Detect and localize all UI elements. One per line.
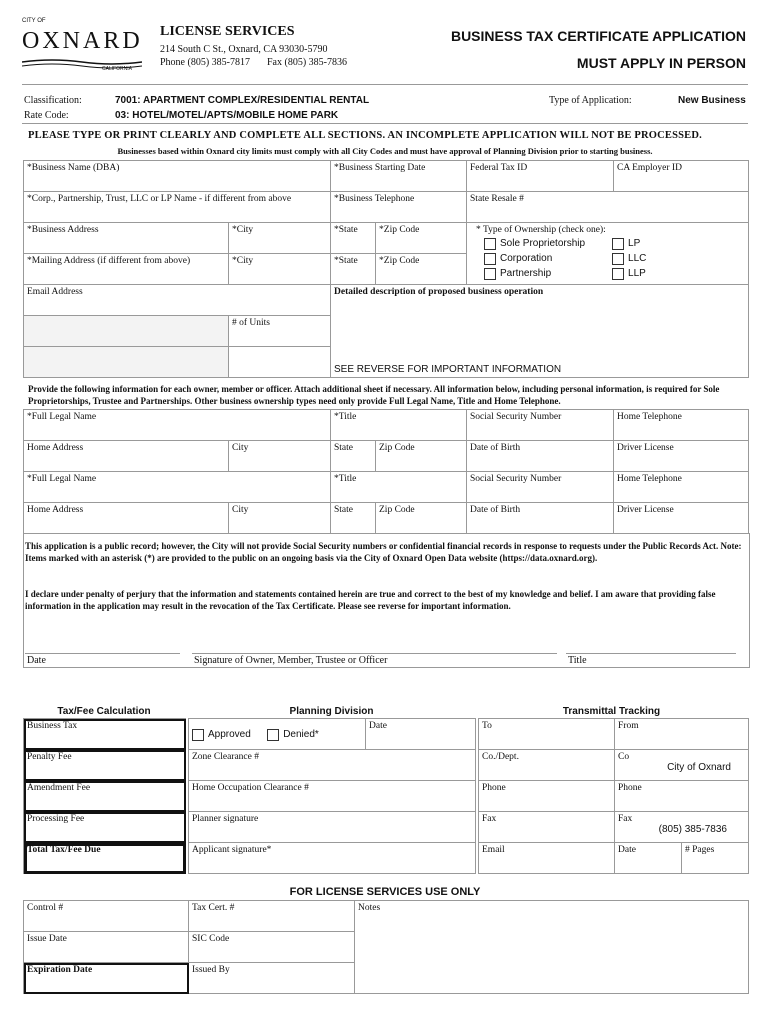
business-info-table [23, 160, 749, 378]
ownership-llc-option[interactable] [612, 251, 646, 266]
zone-clearance-label: Zone Clearance # [192, 752, 259, 762]
business-city-field[interactable] [229, 223, 331, 254]
denied-option[interactable] [267, 727, 319, 742]
tax-cert-label: Tax Cert. # [192, 903, 235, 913]
owner2-title-label: *Title [334, 474, 357, 484]
business-city-label: *City [232, 225, 254, 235]
transmittal-header: Transmittal Tracking [562, 706, 661, 717]
owner1-title-label: *Title [334, 412, 357, 422]
sole-checkbox[interactable] [484, 238, 496, 250]
ownership-lp-option[interactable] [612, 236, 646, 251]
owner1-license-label: Driver License [617, 443, 674, 453]
codept-field[interactable] [479, 750, 615, 781]
ownership-corp-option[interactable] [484, 251, 612, 266]
total-due-label: Total Tax/Fee Due [27, 845, 101, 855]
fax-to-label: Fax [482, 814, 497, 824]
application-type-value: New Business [678, 95, 746, 106]
approved-checkbox[interactable] [192, 729, 204, 741]
ownership-llp-option[interactable] [612, 266, 646, 281]
to-field[interactable] [479, 719, 615, 750]
home-occupation-field[interactable] [189, 781, 476, 812]
state-resale-field[interactable] [467, 192, 749, 223]
business-tax-field[interactable] [24, 719, 186, 750]
signature-date-label: Date [27, 655, 46, 666]
owner1-ssn-field[interactable] [467, 410, 614, 441]
owner1-phone-label: Home Telephone [617, 412, 682, 422]
co-label: Co [618, 752, 630, 762]
amendment-fee-field[interactable] [24, 781, 186, 812]
title-signature-line[interactable] [566, 653, 736, 654]
email-extra-field[interactable] [24, 316, 229, 347]
header-address: 214 South C St., Oxnard, CA 93030-5790 [160, 44, 328, 55]
penalty-fee-label: Penalty Fee [27, 752, 72, 762]
owner1-dob-label: Date of Birth [470, 443, 521, 453]
owner2-city-label: City [232, 505, 249, 515]
phone-from-label: Phone [618, 783, 642, 793]
sic-code-field[interactable] [189, 932, 355, 963]
ownership-partnership-option[interactable] [484, 266, 612, 281]
fax-to-field[interactable] [479, 812, 615, 843]
approved-option[interactable] [192, 727, 251, 742]
tracking-date-field[interactable] [615, 843, 682, 874]
processing-fee-label: Processing Fee [27, 814, 85, 824]
mailing-city-field[interactable] [229, 254, 331, 285]
ca-employer-label: CA Employer ID [617, 163, 682, 173]
owner1-name-field[interactable] [24, 410, 331, 441]
issued-by-label: Issued By [192, 965, 230, 975]
state-resale-label: State Resale # [470, 194, 524, 204]
llc-label: LLC [628, 253, 647, 264]
issue-date-field[interactable] [24, 932, 189, 963]
owner2-name-field[interactable] [24, 472, 331, 503]
processing-fee-field[interactable] [24, 812, 186, 843]
owner1-dob-field[interactable] [467, 441, 614, 472]
email-tracking-label: Email [482, 845, 505, 855]
owner2-phone-field[interactable] [614, 472, 749, 503]
rate-code-label: Rate Code: [24, 110, 69, 121]
lp-checkbox[interactable] [612, 238, 624, 250]
denied-label: Denied* [283, 729, 319, 740]
owner2-state-label: State [334, 505, 353, 515]
email-tracking-field[interactable] [479, 843, 615, 874]
mailing-address-label: *Mailing Address (if different from above) [27, 256, 191, 266]
phone-from-field[interactable] [615, 781, 749, 812]
owner2-title-field[interactable] [331, 472, 467, 503]
header-phone: Phone (805) 385-7817 [160, 57, 250, 68]
office-use-header: FOR LICENSE SERVICES USE ONLY [289, 886, 481, 898]
owner2-phone-label: Home Telephone [617, 474, 682, 484]
units-field[interactable] [229, 316, 331, 347]
owner1-phone-field[interactable] [614, 410, 749, 441]
tax-cert-field[interactable] [189, 901, 355, 932]
public-record-notice: This application is a public record; however, the City will not provide Social Security numbers or confidential financial records in response to requests under the Public Records Act. Note: Items marked with an asterisk (*) are provided to the public on an ongoing basis via the City of Oxnard Open Data website (https://data.oxnard.org). [25, 541, 742, 563]
owner2-license-field[interactable] [614, 503, 749, 534]
tracking-date-label: Date [618, 845, 636, 855]
classification-label: Classification: [24, 95, 82, 106]
signature-owner-label: Signature of Owner, Member, Trustee or Officer [194, 655, 388, 666]
business-name-label: *Business Name (DBA) [27, 163, 120, 173]
owner2-zip-field[interactable] [376, 503, 467, 534]
mailing-state-label: *State [334, 256, 358, 266]
co-value: City of Oxnard [667, 762, 731, 773]
planner-signature-label: Planner signature [192, 814, 259, 824]
ownership-type-label: * Type of Ownership (check one): [476, 225, 606, 235]
total-due-field[interactable] [24, 843, 186, 874]
owner2-ssn-field[interactable] [467, 472, 614, 503]
denied-checkbox[interactable] [267, 729, 279, 741]
owner1-city-label: City [232, 443, 249, 453]
logo-name: OXNARD [22, 28, 143, 54]
sic-code-label: SIC Code [192, 934, 230, 944]
header-title: LICENSE SERVICES [160, 24, 295, 39]
mailing-state-field[interactable] [331, 254, 376, 285]
phone-to-field[interactable] [479, 781, 615, 812]
blank-field-a[interactable] [24, 347, 229, 378]
partnership-checkbox[interactable] [484, 268, 496, 280]
fees-table [23, 718, 749, 874]
units-label: # of Units [232, 318, 270, 328]
classification-value: 7001: APARTMENT COMPLEX/RESIDENTIAL RENTAL [115, 95, 370, 106]
business-address-label: *Business Address [27, 225, 99, 235]
header-divider [22, 84, 748, 85]
application-type-label: Type of Application: [549, 95, 632, 106]
owner2-address-field[interactable] [24, 503, 229, 534]
llp-label: LLP [628, 268, 646, 279]
business-name-field[interactable] [24, 161, 331, 192]
owner1-zip-label: Zip Code [379, 443, 415, 453]
oxnard-logo [22, 18, 142, 72]
rate-code-value: 03: HOTEL/MOTEL/APTS/MOBILE HOME PARK [115, 110, 339, 121]
from-label: From [618, 721, 639, 731]
blank-field-b[interactable] [229, 347, 331, 378]
planning-division-header: Planning Division [289, 706, 374, 717]
owner2-city-field[interactable] [229, 503, 331, 534]
see-reverse-note: SEE REVERSE FOR IMPORTANT INFORMATION [334, 364, 562, 375]
mailing-zip-field[interactable] [376, 254, 467, 285]
owner1-address-label: Home Address [27, 443, 84, 453]
ownership-type-field [467, 223, 749, 285]
email-field[interactable] [24, 285, 331, 316]
pages-field[interactable] [682, 843, 749, 874]
form-subtitle: MUST APPLY IN PERSON [576, 55, 746, 71]
owner1-state-label: State [334, 443, 353, 453]
expiration-date-field[interactable] [24, 963, 189, 994]
owner2-name-label: *Full Legal Name [27, 474, 97, 484]
fax-from-label: Fax [618, 814, 633, 824]
ownership-sole-option[interactable] [484, 236, 612, 251]
federal-tax-label: Federal Tax ID [470, 163, 528, 173]
business-zip-field[interactable] [376, 223, 467, 254]
mailing-address-field[interactable] [24, 254, 229, 285]
penalty-fee-field[interactable] [24, 750, 186, 781]
corp-checkbox[interactable] [484, 253, 496, 265]
header-fax: Fax (805) 385-7836 [267, 57, 347, 68]
applicant-signature-field[interactable] [189, 843, 476, 874]
business-zip-label: *Zip Code [379, 225, 420, 235]
planner-signature-field[interactable] [189, 812, 476, 843]
instructions-sub: Businesses based within Oxnard city limits must comply with all City Codes and must have approval of Planning Division prior to starting business. [117, 146, 653, 156]
applicant-signature-label: Applicant signature* [192, 845, 272, 855]
notes-label: Notes [358, 903, 381, 913]
business-start-label: *Business Starting Date [334, 163, 426, 173]
owner1-state-field[interactable] [331, 441, 376, 472]
corp-name-field[interactable] [24, 192, 331, 223]
amendment-fee-label: Amendment Fee [27, 783, 91, 793]
owner1-ssn-label: Social Security Number [470, 412, 562, 422]
logo-city-of: CITY OF [22, 18, 46, 24]
owner2-state-field[interactable] [331, 503, 376, 534]
date-signature-line[interactable] [25, 653, 180, 654]
expiration-date-label: Expiration Date [27, 965, 93, 975]
business-address-field[interactable] [24, 223, 229, 254]
zone-clearance-field[interactable] [189, 750, 476, 781]
lp-label: LP [628, 238, 641, 249]
owners-table [23, 409, 749, 534]
owner2-zip-label: Zip Code [379, 505, 415, 515]
llc-checkbox[interactable] [612, 253, 624, 265]
description-field[interactable] [331, 285, 749, 378]
owner2-ssn-label: Social Security Number [470, 474, 562, 484]
owner2-address-label: Home Address [27, 505, 84, 515]
issue-date-label: Issue Date [27, 934, 67, 944]
owner1-city-field[interactable] [229, 441, 331, 472]
to-label: To [482, 721, 492, 731]
llp-checkbox[interactable] [612, 268, 624, 280]
corp-label: Corporation [500, 253, 553, 264]
email-label: Email Address [27, 287, 83, 297]
co-field[interactable] [615, 750, 749, 781]
owner1-license-field[interactable] [614, 441, 749, 472]
owners-intro: Provide the following information for each owner, member or officer. Attach additional sheet if necessary. All information below, including personal information, is required for Sole Proprietorships, Trustee and Partnerships. Other business ownership types need only provide Full Legal Name, Title and Home Telephone. [28, 384, 720, 406]
ca-employer-field[interactable] [614, 161, 749, 192]
codept-label: Co./Dept. [482, 752, 519, 762]
business-state-field[interactable] [331, 223, 376, 254]
sole-label: Sole Proprietorship [500, 238, 586, 249]
instructions-main: PLEASE TYPE OR PRINT CLEARLY AND COMPLETE ALL SECTIONS. AN INCOMPLETE APPLICATION WILL NOT BE PROCESSED. [28, 130, 702, 141]
mailing-city-label: *City [232, 256, 254, 266]
office-use-table [23, 900, 749, 994]
business-phone-field[interactable] [331, 192, 467, 223]
owner1-zip-field[interactable] [376, 441, 467, 472]
owner1-title-field[interactable] [331, 410, 467, 441]
business-tax-label: Business Tax [27, 721, 78, 731]
planning-date-label: Date [369, 721, 387, 731]
owner1-name-label: *Full Legal Name [27, 412, 97, 422]
from-field[interactable] [615, 719, 749, 750]
control-number-label: Control # [27, 903, 64, 913]
approval-field [189, 719, 366, 750]
perjury-notice: I declare under penalty of perjury that the information and statements contained herein are true and correct to the best of my knowledge and belief. I am aware that providing false information in the application may result in the revocation of the Tax Certificate. Please see reverse for important information. [25, 589, 716, 611]
federal-tax-field[interactable] [467, 161, 614, 192]
phone-to-label: Phone [482, 783, 506, 793]
owner2-dob-field[interactable] [467, 503, 614, 534]
corp-name-label: *Corp., Partnership, Trust, LLC or LP Name - if different from above [27, 194, 292, 204]
owner-signature-line[interactable] [192, 653, 557, 654]
form-title: BUSINESS TAX CERTIFICATE APPLICATION [450, 28, 746, 44]
business-start-field[interactable] [331, 161, 467, 192]
description-label: Detailed description of proposed business operation [334, 287, 544, 297]
home-occupation-label: Home Occupation Clearance # [192, 783, 309, 793]
owner1-address-field[interactable] [24, 441, 229, 472]
fax-from-value: (805) 385-7836 [658, 824, 727, 835]
mailing-zip-label: *Zip Code [379, 256, 420, 266]
classification-divider [22, 123, 748, 124]
partnership-label: Partnership [500, 268, 552, 279]
issued-by-field[interactable] [189, 963, 355, 994]
signature-title-label: Title [568, 655, 587, 666]
planning-date-field[interactable] [366, 719, 476, 750]
fax-from-field[interactable] [615, 812, 749, 843]
approved-label: Approved [208, 729, 251, 740]
owner2-dob-label: Date of Birth [470, 505, 521, 515]
logo-state: CALIFORNIA [102, 66, 133, 72]
owner2-license-label: Driver License [617, 505, 674, 515]
control-number-field[interactable] [24, 901, 189, 932]
business-state-label: *State [334, 225, 358, 235]
notes-field[interactable] [355, 901, 749, 994]
pages-label: # Pages [685, 845, 715, 855]
tax-fee-header: Tax/Fee Calculation [57, 706, 151, 717]
business-phone-label: *Business Telephone [334, 194, 415, 204]
